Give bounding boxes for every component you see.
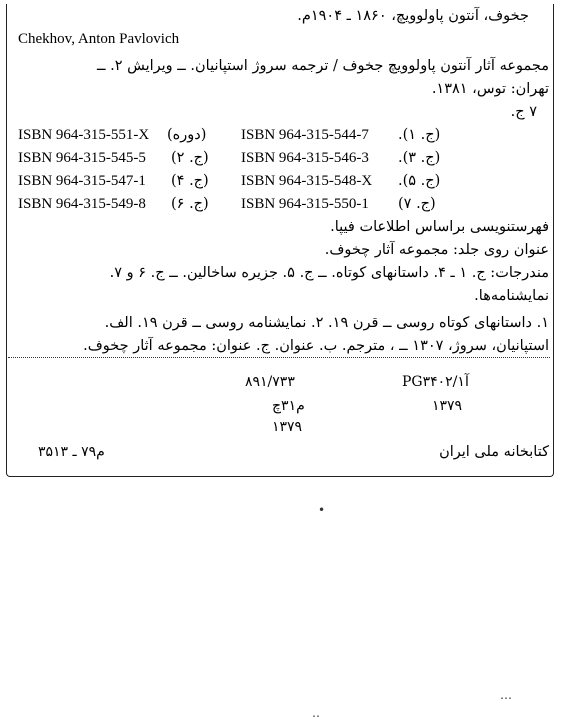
isbn-left-label: (دوره) bbox=[167, 127, 207, 143]
isbn-right: ISBN 964-315-550-1 bbox=[241, 196, 369, 212]
lcc-number: PG۳۴۰۲/آ۱ bbox=[402, 374, 469, 390]
isbn-left: ISBN 964-315-549-8 bbox=[18, 196, 146, 212]
isbn-left: ISBN 964-315-545-5 bbox=[18, 150, 146, 166]
isbn-right: ISBN 964-315-548-X bbox=[241, 173, 373, 189]
isbn-right-label: (ج. ۷) bbox=[398, 196, 436, 212]
isbn-right-label: (ج. ۳). bbox=[398, 150, 441, 166]
ddc-number: ۸۹۱/۷۳۳ bbox=[245, 374, 295, 390]
lcc-year: ۱۳۷۹ bbox=[432, 398, 463, 414]
ddc-year: ۱۳۷۹ bbox=[272, 419, 303, 435]
library-name: کتابخانه ملی ایران bbox=[439, 444, 549, 460]
scan-speck: • bbox=[318, 503, 326, 517]
isbn-left-label: (ج. ۶) bbox=[171, 196, 209, 212]
isbn-left: ISBN 964-315-551-X bbox=[18, 127, 150, 143]
note-cover-title: عنوان روی جلد: مجموعه آثار چخوف. bbox=[324, 242, 549, 258]
author-persian: جخوف، آنتون پاولوویچ، ۱۸۶۰ ـ ۱۹۰۴م. bbox=[297, 8, 529, 24]
isbn-right: ISBN 964-315-546-3 bbox=[241, 150, 369, 166]
cutter-number: م۳۱چ bbox=[272, 398, 305, 414]
contents-note-line2: نمایشنامه‌ها. bbox=[474, 288, 549, 304]
title-statement-line2: تهران: توس، ۱۳۸۱. bbox=[431, 81, 549, 97]
isbn-right-label: (ج. ۵). bbox=[398, 173, 441, 189]
subject-entries-line2: استپانیان، سروژ، ۱۳۰۷ ــ ، مترجم. ب. عنوان. ج. عنوان: مجموعه آثار چخوف. bbox=[83, 338, 549, 354]
physical-description: ۷ ج. bbox=[510, 104, 537, 120]
title-statement-line1: مجموعه آثار آنتون پاولوویچ جخوف / ترجمه سروژ استپانیان. ــ ویرایش ۲. ــ bbox=[96, 58, 549, 74]
author-latin: Chekhov, Anton Pavlovich bbox=[18, 31, 180, 47]
scan-speck: … bbox=[500, 688, 512, 702]
scan-speck: ‥ bbox=[312, 706, 321, 720]
subject-entries-line1: ۱. داستانهای کوتاه روسی ــ قرن ۱۹. ۲. نمایشنامه روسی ــ قرن ۱۹. الف. bbox=[104, 315, 549, 331]
isbn-left: ISBN 964-315-547-1 bbox=[18, 173, 146, 189]
isbn-right: ISBN 964-315-544-7 bbox=[241, 127, 369, 143]
isbn-right-label: (ج. ۱). bbox=[398, 127, 441, 143]
isbn-left-label: (ج. ۴) bbox=[171, 173, 209, 189]
contents-note-line1: مندرجات: ج. ۱ ـ ۴. داستانهای کوتاه. ــ ج. ۵. جزیره ساخالین. ــ ج. ۶ و ۷. bbox=[109, 265, 549, 281]
isbn-left-label: (ج. ۲) bbox=[171, 150, 209, 166]
note-fipa: فهرستنویسی براساس اطلاعات فیپا. bbox=[330, 219, 549, 235]
record-number: م۷۹ ـ ۳۵۱۳ bbox=[38, 444, 105, 460]
separator-line bbox=[8, 357, 550, 358]
